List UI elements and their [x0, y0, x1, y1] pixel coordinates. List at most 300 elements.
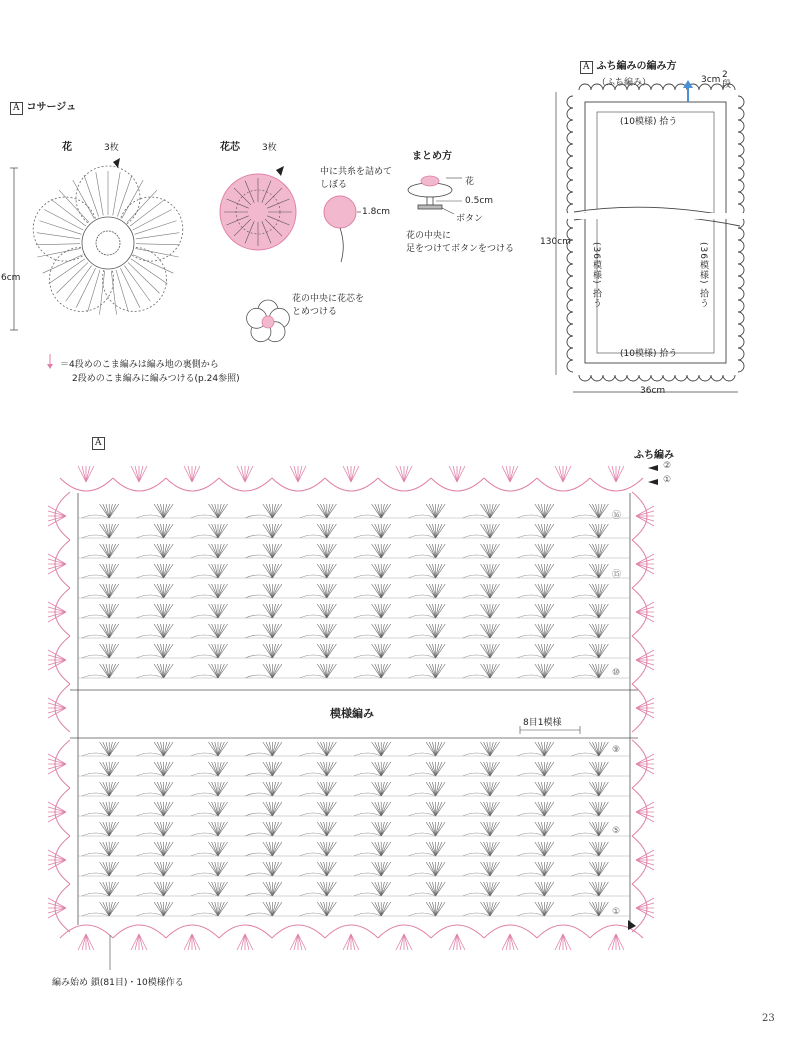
- chain-loop: [408, 813, 435, 816]
- chain-loop: [572, 515, 599, 518]
- edging-picot: [506, 466, 510, 482]
- sew-note-1: 花の中央に花芯を: [292, 294, 365, 304]
- edging-picot: [563, 466, 571, 482]
- edging-side-picot: [636, 612, 654, 617]
- edging-picot: [86, 466, 94, 482]
- edging-picot: [457, 466, 461, 482]
- fan-stitch: [218, 902, 224, 916]
- edging-side-picot: [636, 764, 654, 769]
- fan-stitch: [490, 564, 496, 578]
- fan-stitch: [599, 802, 605, 816]
- flower-stitch: [136, 244, 180, 245]
- fan-stitch: [109, 664, 115, 678]
- fan-stitch: [544, 624, 550, 638]
- chain-loop: [82, 913, 109, 916]
- fan-stitch: [272, 882, 278, 896]
- edging-side-picot: [636, 703, 654, 708]
- edging-picot: [184, 934, 192, 950]
- fan-stitch: [436, 742, 442, 756]
- edging-side-picot: [48, 511, 66, 516]
- edging-picot: [139, 934, 147, 950]
- chain-loop: [463, 655, 490, 658]
- fan-stitch: [381, 624, 387, 638]
- edging-side-picot: [636, 903, 654, 908]
- fan-stitch: [218, 524, 224, 538]
- edging-side-picot: [636, 607, 654, 612]
- row-marker-10: ⑩: [612, 668, 621, 678]
- chain-loop: [517, 813, 544, 816]
- edging-picot: [237, 934, 245, 950]
- flower-label: 花: [62, 142, 72, 153]
- chain-loop: [517, 535, 544, 538]
- edge-label: （ふち編み）: [597, 78, 652, 88]
- edging-picot: [86, 466, 90, 482]
- chain-loop: [572, 655, 599, 658]
- chain-loop: [245, 675, 272, 678]
- chain-loop: [354, 595, 381, 598]
- edging-side-picot: [636, 908, 654, 913]
- fan-stitch: [109, 782, 115, 796]
- chain-loop: [136, 515, 163, 518]
- chain-loop: [572, 595, 599, 598]
- flower-stitch: [66, 266, 92, 302]
- edging-picot: [404, 466, 408, 482]
- chain-loop: [517, 515, 544, 518]
- edging-picot: [400, 466, 404, 482]
- break-gap: [560, 213, 750, 219]
- fan-stitch: [218, 544, 224, 558]
- fan-stitch: [272, 862, 278, 876]
- fan-stitch: [544, 584, 550, 598]
- chain-loop: [82, 615, 109, 618]
- edging-picot: [78, 466, 86, 482]
- fan-stitch: [381, 664, 387, 678]
- edging-picot: [343, 934, 351, 950]
- chain-loop: [517, 913, 544, 916]
- fan-stitch: [109, 644, 115, 658]
- fan-stitch: [272, 624, 278, 638]
- fan-stitch: [490, 644, 496, 658]
- fan-stitch: [327, 664, 333, 678]
- chain-loop: [408, 853, 435, 856]
- chain-loop: [572, 913, 599, 916]
- flower-stitch: [120, 268, 139, 307]
- edging-picot: [139, 466, 143, 482]
- fan-stitch: [218, 842, 224, 856]
- chain-loop: [245, 595, 272, 598]
- edging-picot: [510, 466, 514, 482]
- edging-side-picot: [48, 759, 66, 764]
- fan-stitch: [490, 762, 496, 776]
- chain-loop: [463, 913, 490, 916]
- row-marker-5: ⑤: [612, 826, 621, 836]
- chain-loop: [463, 555, 490, 558]
- sew-note-2: とめつける: [292, 307, 338, 317]
- chain-loop: [191, 675, 218, 678]
- schematic-body: [585, 102, 726, 363]
- fan-stitch: [272, 504, 278, 518]
- fan-stitch: [109, 862, 115, 876]
- edging-side-picot: [636, 516, 654, 521]
- edging-picot: [449, 466, 457, 482]
- edging-side-picot: [48, 855, 66, 860]
- assembly-note-2: 足をつけてボタンをつける: [406, 244, 515, 254]
- chain-loop: [136, 833, 163, 836]
- chain-loop: [408, 833, 435, 836]
- flower-stitch: [40, 221, 82, 235]
- fan-stitch: [109, 802, 115, 816]
- fan-stitch: [381, 604, 387, 618]
- fan-stitch: [109, 624, 115, 638]
- edging-picot: [457, 466, 465, 482]
- fan-stitch: [544, 664, 550, 678]
- fan-stitch: [436, 802, 442, 816]
- edging-picot: [510, 466, 518, 482]
- edging-picot: [608, 466, 616, 482]
- fan-stitch: [164, 584, 170, 598]
- fan-stitch: [164, 762, 170, 776]
- chain-loop: [245, 635, 272, 638]
- edging-picot: [559, 466, 563, 482]
- chain-loop: [517, 873, 544, 876]
- chain-loop: [572, 833, 599, 836]
- assembly-center-shape: [421, 176, 439, 186]
- chain-loop: [572, 773, 599, 776]
- chain-loop: [354, 675, 381, 678]
- chain-loop: [191, 555, 218, 558]
- edging-picot: [347, 934, 351, 950]
- chain-loop: [463, 833, 490, 836]
- edging-picot: [351, 934, 355, 950]
- fan-stitch: [327, 802, 333, 816]
- fan-stitch: [381, 544, 387, 558]
- edging-picot: [400, 934, 404, 950]
- chain-loop: [572, 675, 599, 678]
- fan-stitch: [272, 842, 278, 856]
- fan-stitch: [218, 644, 224, 658]
- fan-stitch: [109, 742, 115, 756]
- chain-loop: [463, 773, 490, 776]
- chain-loop: [300, 575, 327, 578]
- fan-stitch: [544, 802, 550, 816]
- ball-size: 1.8cm: [362, 207, 391, 217]
- edging-picot: [298, 934, 306, 950]
- fan-stitch: [381, 782, 387, 796]
- fan-stitch: [327, 842, 333, 856]
- flower-size: 6cm: [1, 273, 21, 283]
- center-start-arrow-icon: [276, 166, 284, 176]
- assembly-title: まとめ方: [412, 151, 452, 162]
- fan-stitch: [599, 842, 605, 856]
- chain-loop: [191, 913, 218, 916]
- row-marker-15: ⑮: [612, 570, 622, 580]
- flower-chart: [10, 158, 183, 330]
- chain-loop: [191, 615, 218, 618]
- flower-stitch: [59, 190, 89, 222]
- chain-loop: [517, 793, 544, 796]
- chain-loop: [408, 595, 435, 598]
- fan-stitch: [490, 504, 496, 518]
- chain-loop: [191, 753, 218, 756]
- fan-stitch: [599, 504, 605, 518]
- fan-stitch: [381, 762, 387, 776]
- edging-side-picot: [48, 807, 66, 812]
- chain-loop: [245, 575, 272, 578]
- edging-picot: [559, 934, 563, 950]
- fan-stitch: [490, 604, 496, 618]
- chain-loop: [82, 655, 109, 658]
- edging-chart-label: ふち編み: [634, 450, 674, 461]
- chain-loop: [300, 635, 327, 638]
- edging-picot: [343, 466, 351, 482]
- edge-row-1-marker: ①: [663, 475, 672, 485]
- chain-loop: [354, 833, 381, 836]
- chain-loop: [354, 753, 381, 756]
- assembly-stem: 0.5cm: [465, 196, 494, 206]
- edging-side-picot: [48, 903, 66, 908]
- edging-picot: [510, 934, 514, 950]
- chain-loop: [300, 873, 327, 876]
- fan-stitch: [218, 782, 224, 796]
- fan-stitch: [327, 882, 333, 896]
- edging-picot: [139, 934, 143, 950]
- fan-stitch: [490, 544, 496, 558]
- flower-stitch: [36, 244, 80, 245]
- chain-loop: [300, 813, 327, 816]
- edging-picot: [616, 934, 624, 950]
- repeat-note: 8目1模様: [523, 718, 562, 728]
- center-label: 花芯: [220, 142, 240, 153]
- chain-loop: [136, 675, 163, 678]
- edging-picot: [506, 934, 510, 950]
- chain-loop: [245, 833, 272, 836]
- fan-stitch: [544, 504, 550, 518]
- chain-loop: [82, 813, 109, 816]
- right-pickup: (36模様) 拾う: [698, 242, 708, 309]
- chain-loop: [572, 813, 599, 816]
- sew-flower-sketch: [247, 300, 290, 342]
- chain-loop: [191, 515, 218, 518]
- chain-loop: [300, 773, 327, 776]
- chain-loop: [191, 773, 218, 776]
- fan-stitch: [164, 504, 170, 518]
- flower-stitch: [76, 268, 95, 307]
- fan-stitch: [164, 604, 170, 618]
- fan-stitch: [109, 842, 115, 856]
- edging-schematic: [556, 80, 750, 392]
- chain-loop: [136, 873, 163, 876]
- fan-stitch: [599, 524, 605, 538]
- fan-stitch: [490, 862, 496, 876]
- edging-picot: [298, 934, 302, 950]
- edging-picot: [449, 934, 457, 950]
- edging-picot: [82, 934, 86, 950]
- fan-stitch: [109, 762, 115, 776]
- bottom-pickup: (10模様) 拾う: [620, 349, 678, 359]
- edging-picot: [612, 466, 616, 482]
- fan-stitch: [272, 524, 278, 538]
- edging-picot: [131, 934, 139, 950]
- fan-stitch: [490, 624, 496, 638]
- flower-stitch: [111, 271, 116, 315]
- fan-stitch: [164, 782, 170, 796]
- fan-stitch: [218, 584, 224, 598]
- chain-loop: [463, 873, 490, 876]
- fan-stitch: [599, 604, 605, 618]
- chain-loop: [191, 635, 218, 638]
- fan-stitch: [218, 664, 224, 678]
- edging-side-picot: [636, 812, 654, 817]
- assembly-stem-shape: [427, 197, 433, 205]
- chain-loop: [408, 535, 435, 538]
- edging-picot: [188, 466, 192, 482]
- fan-stitch: [164, 882, 170, 896]
- edge-row-2-arrow-icon: [648, 465, 658, 471]
- fan-stitch: [599, 902, 605, 916]
- chain-loop: [354, 853, 381, 856]
- edging-picot: [135, 934, 139, 950]
- chain-loop: [517, 773, 544, 776]
- fan-stitch: [218, 504, 224, 518]
- fan-stitch: [164, 862, 170, 876]
- fan-stitch: [272, 902, 278, 916]
- edging-picot: [245, 934, 253, 950]
- fan-stitch: [381, 524, 387, 538]
- fan-stitch: [164, 544, 170, 558]
- scalloped-edge: [567, 84, 744, 381]
- chain-loop: [245, 615, 272, 618]
- fan-stitch: [109, 584, 115, 598]
- chain-loop: [572, 555, 599, 558]
- edging-picot: [139, 466, 147, 482]
- chain-loop: [191, 655, 218, 658]
- chain-loop: [408, 635, 435, 638]
- edging-picot: [86, 934, 90, 950]
- edging-picot: [608, 934, 616, 950]
- fan-stitch: [327, 624, 333, 638]
- edging-picot: [396, 934, 404, 950]
- chain-loop: [354, 615, 381, 618]
- chain-loop: [354, 515, 381, 518]
- edging-side-picot: [48, 559, 66, 564]
- chain-loop: [136, 555, 163, 558]
- chain-loop: [408, 675, 435, 678]
- edging-side-picot: [636, 511, 654, 516]
- chain-loop: [136, 655, 163, 658]
- edging-picot: [502, 466, 510, 482]
- fan-stitch: [272, 584, 278, 598]
- edging-picot: [453, 934, 457, 950]
- center-chart: [220, 166, 296, 250]
- chain-loop: [517, 575, 544, 578]
- chain-loop: [136, 913, 163, 916]
- chain-loop: [517, 595, 544, 598]
- flower-stitch: [136, 233, 180, 239]
- fan-stitch: [272, 802, 278, 816]
- edging-picot: [351, 934, 359, 950]
- chain-loop: [136, 535, 163, 538]
- chain-loop: [354, 575, 381, 578]
- fan-stitch: [272, 822, 278, 836]
- chain-loop: [517, 555, 544, 558]
- fan-stitch: [599, 742, 605, 756]
- chain-loop: [408, 793, 435, 796]
- footnote-arrowhead-icon: [47, 364, 53, 369]
- chain-loop: [463, 615, 490, 618]
- fan-stitch: [599, 822, 605, 836]
- chain-loop: [136, 793, 163, 796]
- corsage-section-tag: A: [10, 102, 23, 115]
- fan-stitch: [599, 782, 605, 796]
- chain-loop: [191, 833, 218, 836]
- fan-stitch: [490, 664, 496, 678]
- edging-picot: [404, 934, 412, 950]
- flower-stitch: [135, 221, 177, 235]
- chain-loop: [572, 793, 599, 796]
- fan-stitch: [490, 584, 496, 598]
- top-pickup: (10模様) 拾う: [620, 117, 678, 127]
- chain-loop: [82, 873, 109, 876]
- chain-loop: [517, 753, 544, 756]
- row-marker-1: ①: [612, 907, 621, 917]
- chain-loop: [517, 853, 544, 856]
- edging-picot: [616, 466, 624, 482]
- fan-stitch: [544, 742, 550, 756]
- fan-stitch: [544, 524, 550, 538]
- fan-stitch: [599, 644, 605, 658]
- flower-stitch: [56, 263, 88, 294]
- chain-loop: [245, 515, 272, 518]
- chain-loop: [82, 515, 109, 518]
- chain-loop: [82, 833, 109, 836]
- chain-loop: [463, 635, 490, 638]
- edging-picot: [290, 466, 298, 482]
- row-marker-9: ⑨: [612, 745, 621, 755]
- chain-loop: [136, 813, 163, 816]
- fan-stitch: [490, 524, 496, 538]
- fan-stitch: [436, 762, 442, 776]
- fan-stitch: [490, 882, 496, 896]
- fan-stitch: [381, 644, 387, 658]
- fan-stitch: [436, 624, 442, 638]
- chain-loop: [300, 515, 327, 518]
- edging-picot: [347, 466, 351, 482]
- fan-stitch: [599, 544, 605, 558]
- chain-loop: [463, 853, 490, 856]
- edging-side-picot: [636, 708, 654, 713]
- fan-stitch: [544, 862, 550, 876]
- assembly-button-shape: [418, 205, 442, 209]
- fan-stitch: [164, 664, 170, 678]
- edging-picot: [404, 934, 408, 950]
- fan-stitch: [381, 802, 387, 816]
- chain-loop: [354, 555, 381, 558]
- flower-stitch: [37, 233, 81, 239]
- assembly-note-1: 花の中央に: [406, 231, 452, 241]
- flower-stitch: [135, 248, 178, 257]
- edging-picot: [616, 934, 620, 950]
- flower-stitch: [124, 266, 150, 302]
- edge-row-2-marker: ②: [663, 461, 672, 471]
- fan-stitch: [490, 822, 496, 836]
- edging-side-picot: [636, 855, 654, 860]
- chain-loop: [572, 535, 599, 538]
- chain-loop: [245, 793, 272, 796]
- fan-stitch: [327, 782, 333, 796]
- fan-stitch: [327, 742, 333, 756]
- fan-stitch: [381, 742, 387, 756]
- fan-stitch: [436, 882, 442, 896]
